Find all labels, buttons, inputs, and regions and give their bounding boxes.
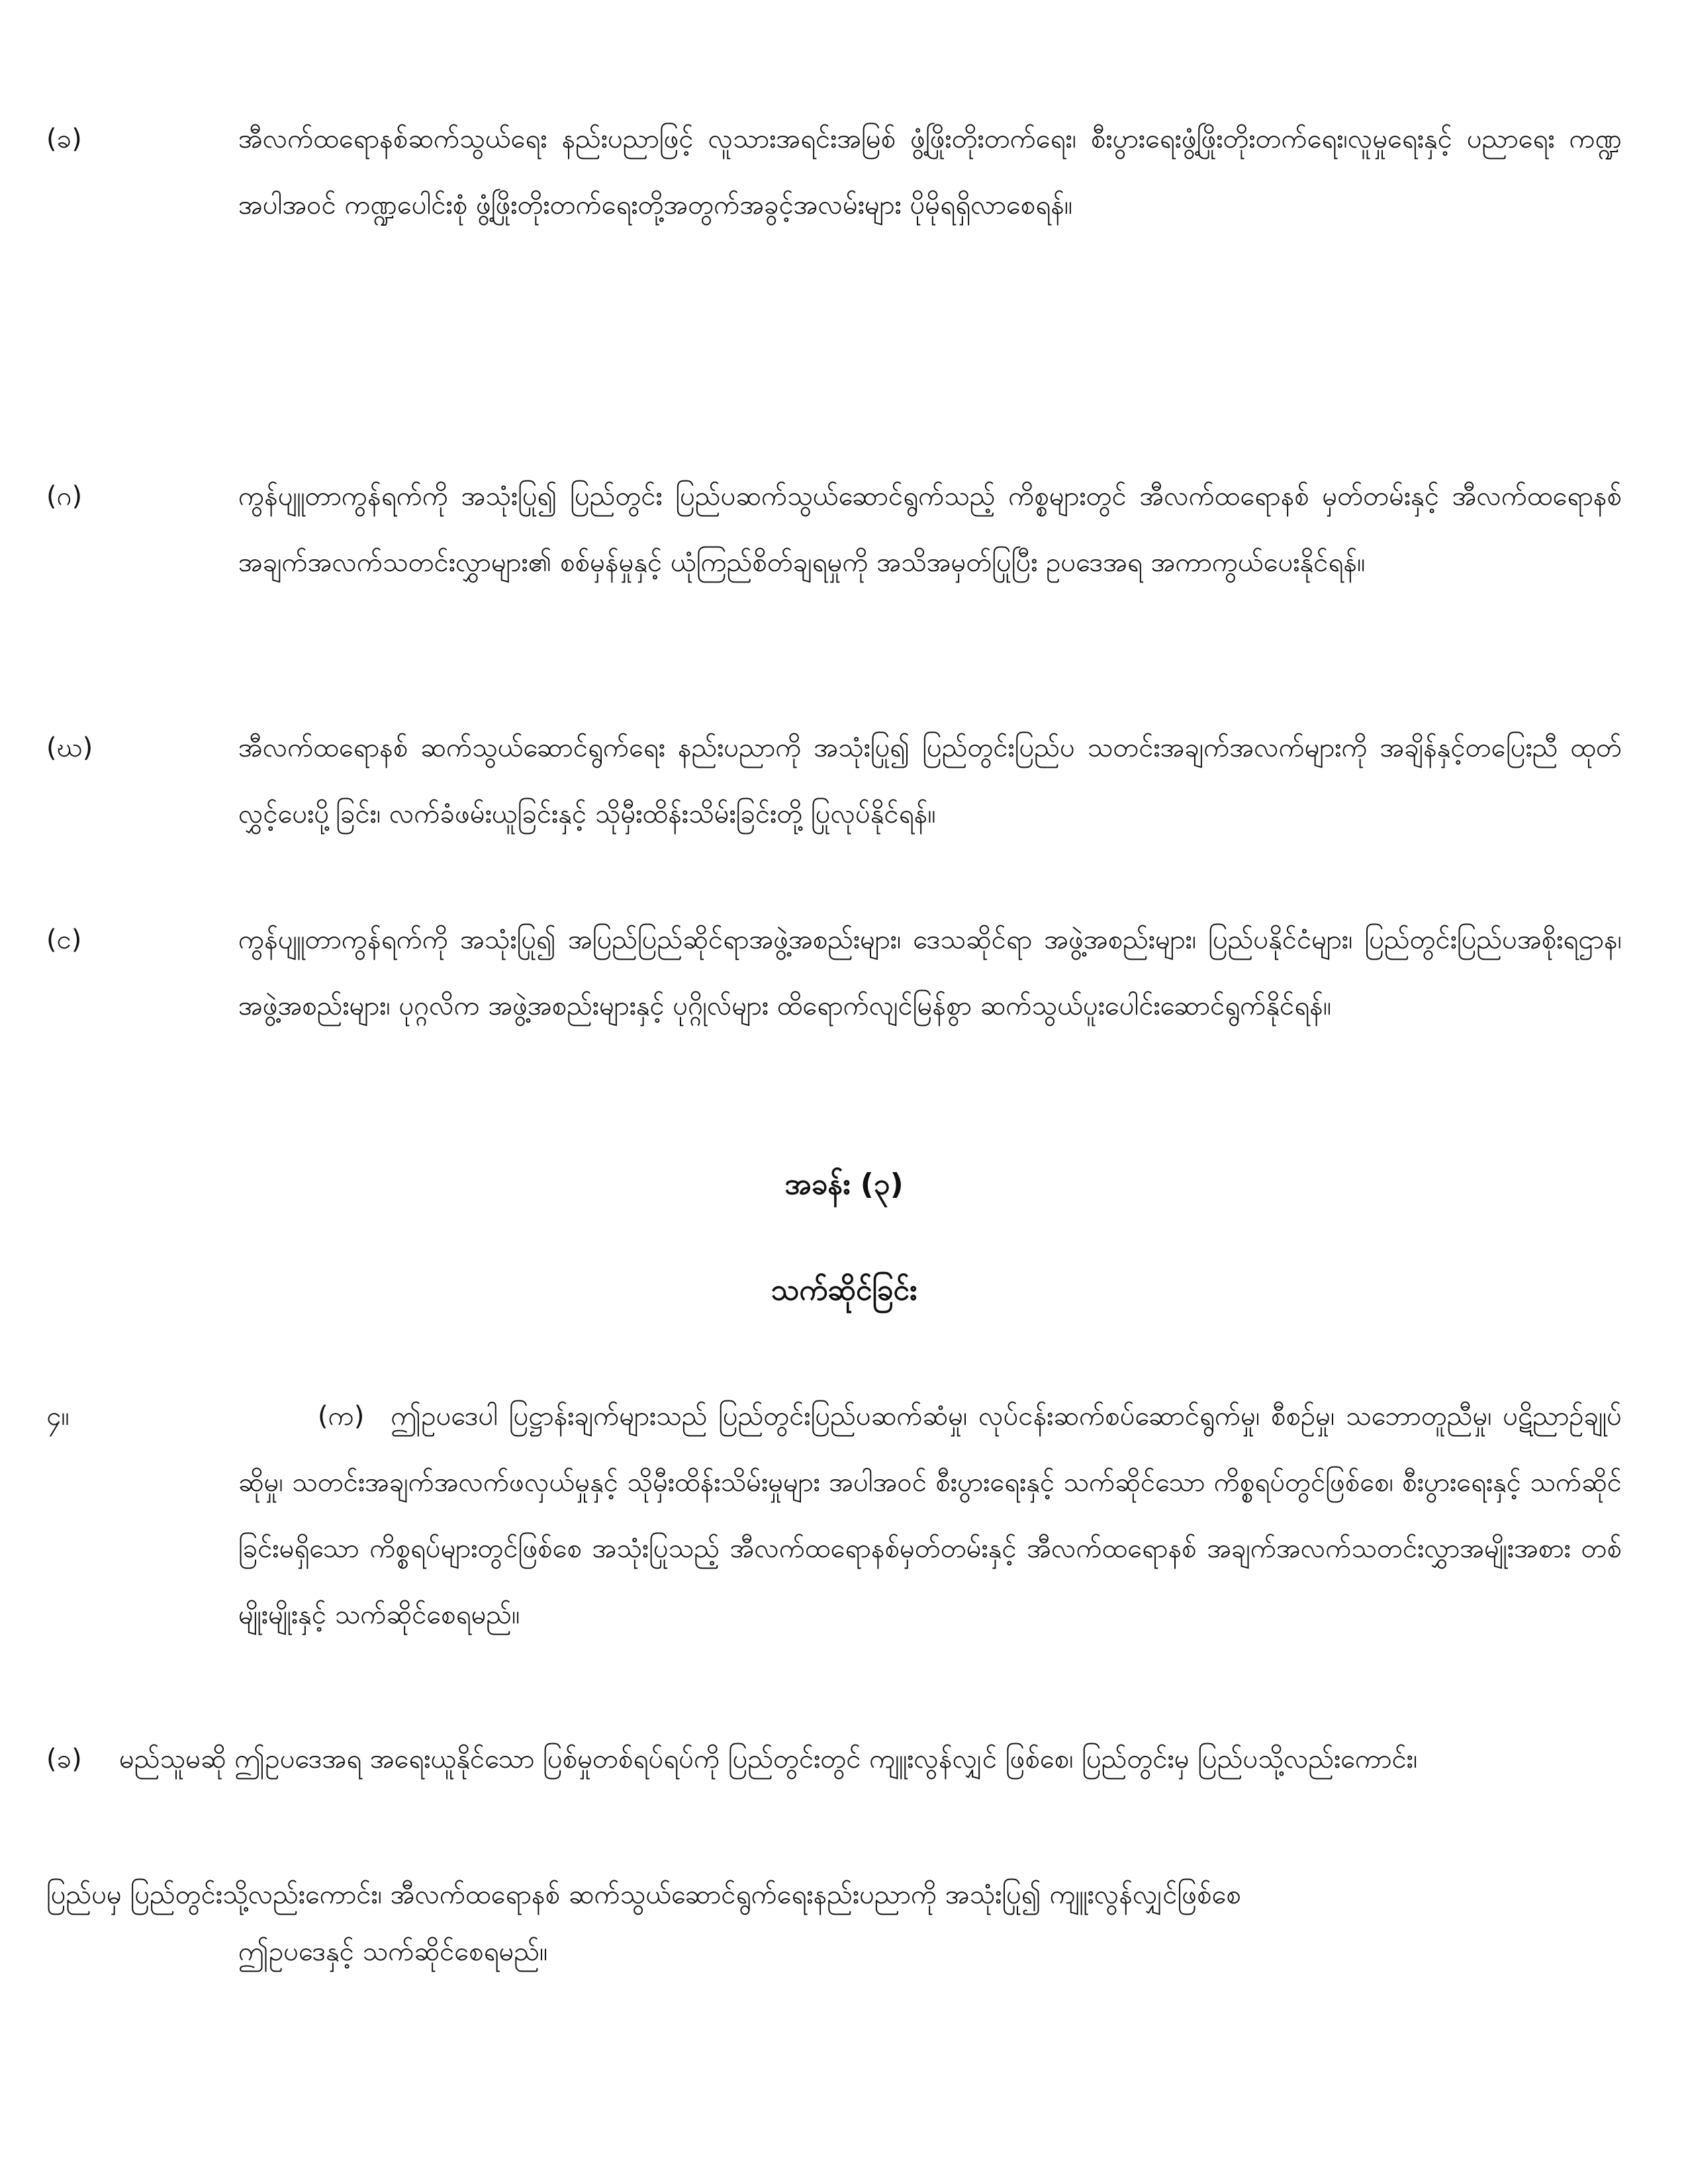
chapter-title: အခန်း (၃)	[784, 1167, 904, 1201]
clause-kha	[46, 106, 1622, 238]
clause-text: ကွန်ပျူတာကွန်ရက်ကို အသုံးပြု၍ ပြည်တွင်း ပြည်ပဆက်သွယ်ဆောင်ရွက်သည့် ကိစ္စများတွင် အီလက်ထရောနစ် မှတ်တမ်းနှင့် အီလက်ထရောနစ် အချက်အလက်သတင်းလွှာများ၏ စစ်မှန်မှုနှင့် ယုံကြည်စိတ်ချရမှုကို အသိအမှတ်ပြုပြီး ဥပဒေအရ အကာကွယ်ပေးနိုင်ရန်။	[238, 481, 1622, 578]
clause-number: (ဃ)	[46, 733, 93, 763]
clause-text: မည်သူမဆို ဤဥပဒေအရ အရေးယူနိုင်သော ပြစ်မှုတစ်ရပ်ရပ်ကို ပြည်တွင်းတွင် ကျူးလွန်လျှင် ဖြစ်စေ၊ ပြည်တွင်းမှ ပြည်ပသို့လည်းကောင်း၊	[119, 1744, 1418, 1774]
clause-gha	[46, 715, 1622, 847]
section-number: ၄။	[46, 1401, 70, 1432]
clause-text: အီလက်ထရောနစ်ဆက်သွယ်ရေး နည်းပညာဖြင့် လူသားအရင်းအမြစ် ဖွံ့ဖြိုးတိုးတက်ရေး၊ စီးပွားရေးဖွံ့ဖြိုးတိုးတက်ရေး၊လူမှုရေးနှင့် ပညာရေး ကဏ္ဍအပါအဝင် ကဏ္ဍပေါင်းစုံ ဖွံ့ဖြိုးတိုးတက်ရေးတို့အတွက်အခွင့်အလမ်းများ ပိုမိုရရှိလာစေရန်။	[238, 124, 1622, 220]
continuation-last-line: ဤဥပဒေနှင့် သက်ဆိုင်စေရမည်။	[238, 1936, 548, 1967]
chapter-subtitle: သက်ဆိုင်ခြင်း	[771, 1273, 917, 1307]
clause-number: (ဂ)	[46, 481, 83, 512]
clause-nga	[46, 907, 1622, 1039]
continuation-paragraph	[46, 1873, 1622, 1974]
clause-number: (ခ)	[46, 1744, 82, 1774]
continuation-text: ပြည်ပမှ ပြည်တွင်းသို့လည်းကောင်း၊ အီလက်ထရောနစ် ဆက်သွယ်ဆောင်ရွက်ရေးနည်းပညာကို အသုံးပြု၍ ကျူးလွန်လျှင်ဖြစ်စေ	[46, 1880, 1241, 1910]
clause-text: အီလက်ထရောနစ် ဆက်သွယ်ဆောင်ရွက်ရေး နည်းပညာကို အသုံးပြု၍ ပြည်တွင်းပြည်ပ သတင်းအချက်အလက်များကို အချိန်နှင့်တပြေးညီ ထုတ်လွှင့်ပေးပို့ခြင်း၊ လက်ခံဖမ်းယူခြင်းနှင့် သိုမှီးထိန်းသိမ်းခြင်းတို့ ပြုလုပ်နိုင်ရန်။	[238, 733, 1622, 829]
clause-kha-2	[46, 1737, 1622, 1781]
clause-number: (ခ)	[46, 124, 82, 154]
sub-clause-number: (က)	[318, 1401, 365, 1432]
clause-text: ကွန်ပျူတာကွန်ရက်ကို အသုံးပြု၍ အပြည်ပြည်ဆိုင်ရာအဖွဲ့အစည်းများ၊ ဒေသဆိုင်ရာ အဖွဲ့အစည်းများ၊ ပြည်ပနိုင်ငံများ၊ ပြည်တွင်းပြည်ပအစိုးရဌာန၊ အဖွဲ့အစည်းများ၊ ပုဂ္ဂလိက အဖွဲ့အစည်းများနှင့် ပုဂ္ဂိုလ်များ ထိရောက်လျင်မြန်စွာ ဆက်သွယ်ပူးပေါင်းဆောင်ရွက်နိုင်ရန်။	[238, 925, 1622, 1021]
clause-ga	[46, 463, 1622, 596]
clause-number: (င)	[46, 925, 82, 955]
section-body: ဤဥပဒေပါ ပြဋ္ဌာန်းချက်များသည် ပြည်တွင်းပြည်ပဆက်ဆံမှု၊ လုပ်ငန်းဆက်စပ်ဆောင်ရွက်မှု၊ စီစဉ်မှု၊ သဘောတူညီမှု၊ ပဋိညာဉ်ချုပ်ဆိုမှု၊ သတင်းအချက်အလက်ဖလှယ်မှုနှင့် သိုမှီးထိန်းသိမ်းမှုများ အပါအဝင် စီးပွားရေးနှင့် သက်ဆိုင်သော ကိစ္စရပ်တွင်ဖြစ်စေ၊ စီးပွားရေးနှင့် သက်ဆိုင်ခြင်းမရှိသော ကိစ္စရပ်များတွင်ဖြစ်စေ အသုံးပြုသည့် အီလက်ထရောနစ်မှတ်တမ်းနှင့် အီလက်ထရောနစ် အချက်အလက်သတင်းလွှာအမျိုးအစား တစ်မျိုးမျိုးနှင့် သက်ဆိုင်စေရမည်။	[238, 1401, 1622, 1630]
section-text	[238, 1383, 1622, 1648]
section-4	[46, 1383, 1622, 1648]
